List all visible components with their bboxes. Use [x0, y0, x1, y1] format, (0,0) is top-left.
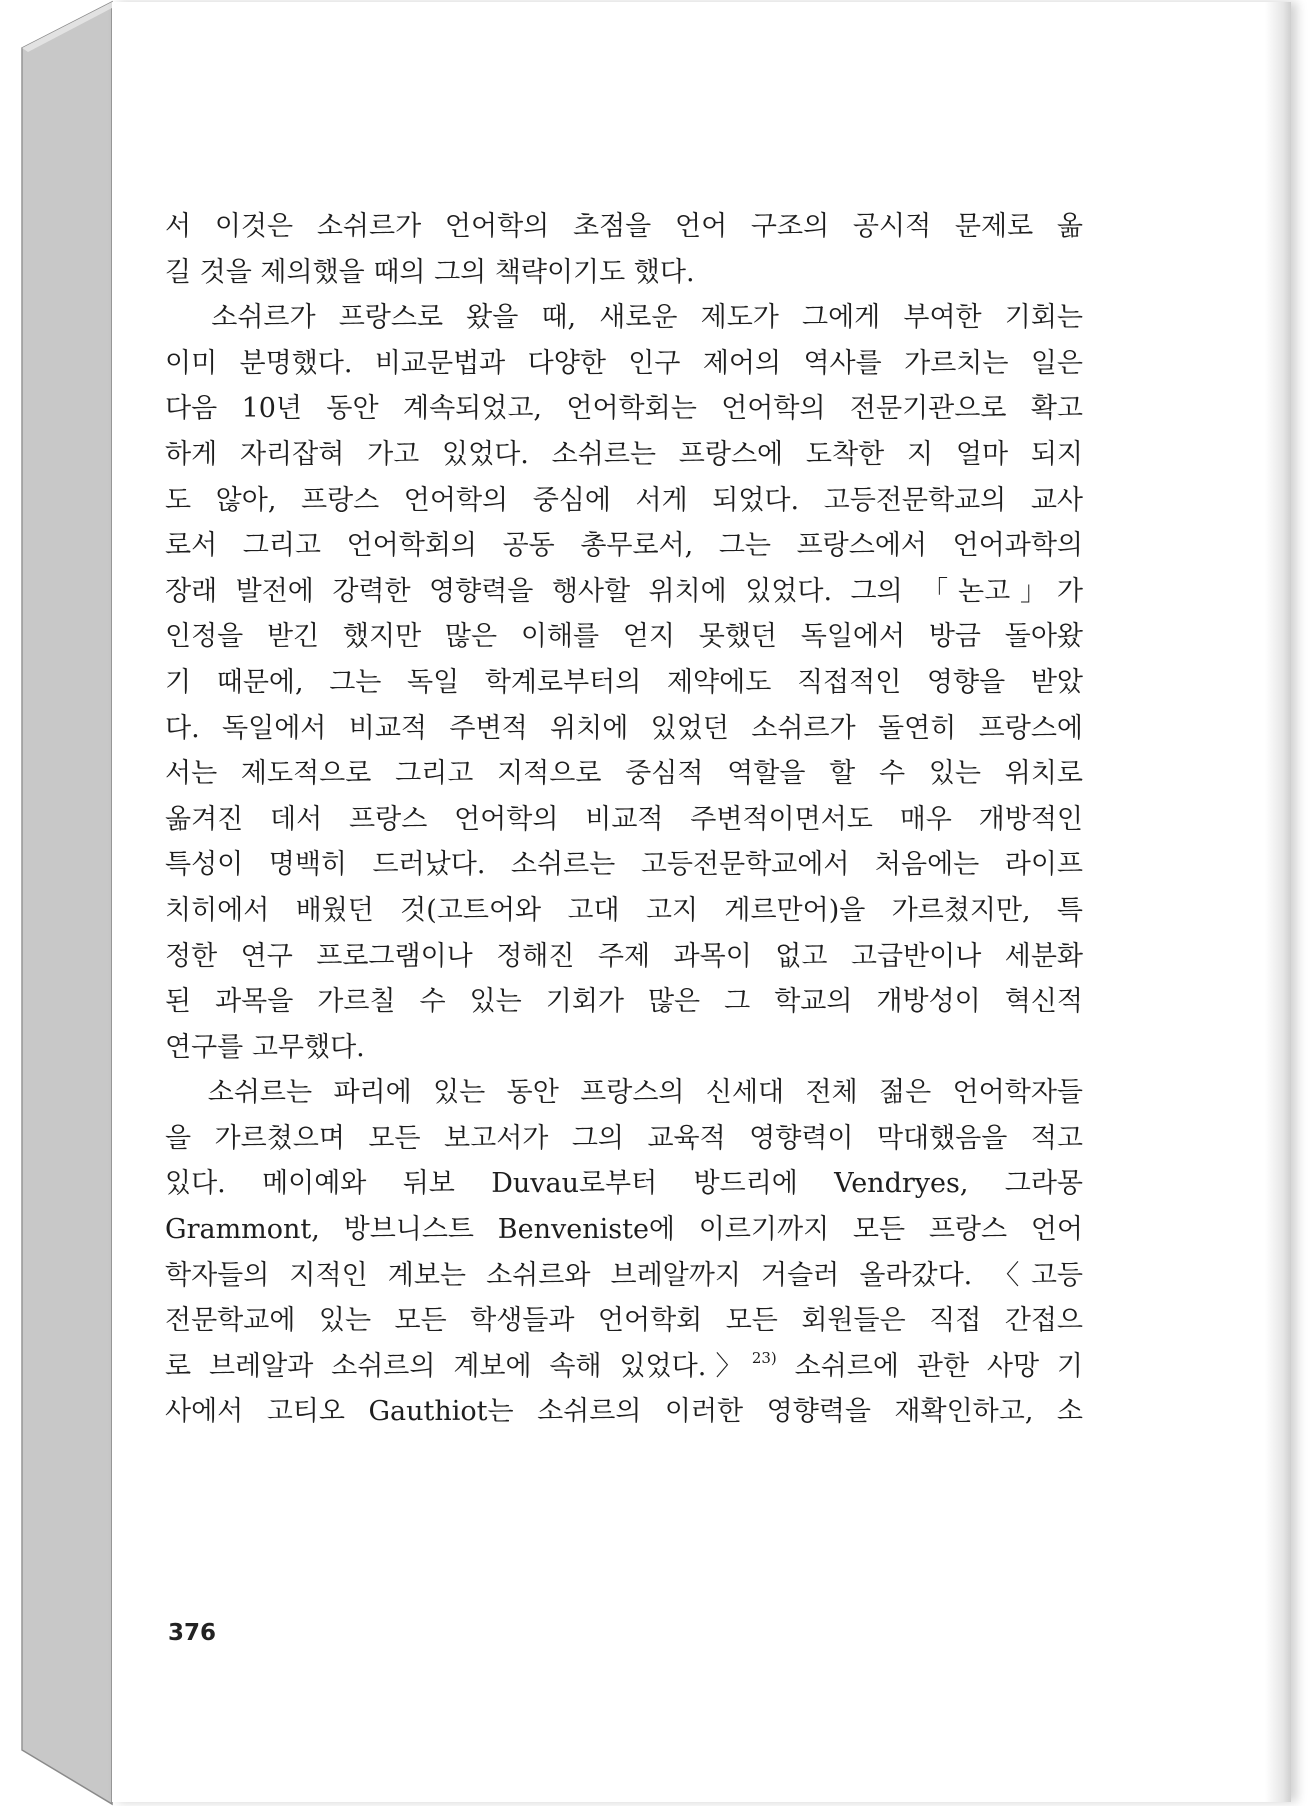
text-line: 장래 발전에 강력한 영향력을 행사할 위치에 있었다. 그의 「논고」가	[165, 575, 1083, 607]
text-line: 다음 10년 동안 계속되었고, 언어학회는 언어학의 전문기관으로 확고	[165, 393, 1083, 425]
text-line: 이미 분명했다. 비교문법과 다양한 인구 제어의 역사를 가르치는 일은	[165, 347, 1083, 379]
text-line: 특성이 명백히 드러났다. 소쉬르는 고등전문학교에서 처음에는 라이프	[165, 849, 1083, 881]
text-line: 소쉬르가 프랑스로 왔을 때, 새로운 제도가 그에게 부여한 기회는	[165, 302, 1083, 334]
page-edge-shadow	[1265, 2, 1291, 1802]
text-line-with-footnote	[165, 1344, 1083, 1390]
text-line: 하게 자리잡혀 가고 있었다. 소쉬르는 프랑스에 도착한 지 얼마 되지	[165, 438, 1083, 470]
text-line: 치히에서 배웠던 것(고트어와 고대 고지 게르만어)을 가르쳤지만, 특	[165, 894, 1083, 926]
text-line: 연구를 고무했다.	[165, 1031, 365, 1063]
text-line: 인정을 받긴 했지만 많은 이해를 얻지 못했던 독일에서 방금 돌아왔	[165, 621, 1083, 653]
text-line: 있다. 메이예와 뒤보 Duvau로부터 방드리에 Vendryes, 그라몽	[165, 1168, 1083, 1200]
text-line: 전문학교에 있는 모든 학생들과 언어학회 모든 회원들은 직접 간접으	[165, 1305, 1083, 1337]
text-segment: 소쉬르에 관한 사망 기	[794, 1350, 1083, 1382]
text-line: Grammont, 방브니스트 Benveniste에 이르기까지 모든 프랑스 언어	[165, 1214, 1083, 1246]
footnote-reference: 23)	[751, 1348, 777, 1367]
text-segment: 로 브레알과 소쉬르의 계보에 속해 있었다.〉	[165, 1350, 752, 1382]
text-line: 로서 그리고 언어학회의 공동 총무로서, 그는 프랑스에서 언어과학의	[165, 530, 1083, 562]
text-line: 학자들의 지적인 계보는 소쉬르와 브레알까지 거슬러 올라갔다. 〈고등	[165, 1259, 1083, 1291]
text-line: 옮겨진 데서 프랑스 언어학의 비교적 주변적이면서도 매우 개방적인	[165, 803, 1083, 835]
text-line: 도 않아, 프랑스 언어학의 중심에 서게 되었다. 고등전문학교의 교사	[165, 484, 1083, 516]
text-line: 정한 연구 프로그램이나 정해진 주제 과목이 없고 고급반이나 세분화	[165, 940, 1083, 972]
text-line: 된 과목을 가르칠 수 있는 기회가 많은 그 학교의 개방성이 혁신적	[165, 986, 1083, 1018]
text-line: 기 때문에, 그는 독일 학계로부터의 제약에도 직접적인 영향을 받았	[165, 666, 1083, 698]
text-line: 서 이것은 소쉬르가 언어학의 초점을 언어 구조의 공시적 문제로 옮	[165, 211, 1083, 242]
body-text	[165, 204, 1083, 1435]
page-number: 376	[168, 1620, 217, 1646]
text-line: 을 가르쳤으며 모든 보고서가 그의 교육적 영향력이 막대했음을 적고	[165, 1122, 1083, 1154]
text-line: 서는 제도적으로 그리고 지적으로 중심적 역할을 할 수 있는 위치로	[165, 758, 1083, 790]
text-line: 다. 독일에서 비교적 주변적 위치에 있었던 소쉬르가 돌연히 프랑스에	[165, 712, 1083, 744]
text-line: 소쉬르는 파리에 있는 동안 프랑스의 신세대 전체 젊은 언어학자들	[165, 1077, 1083, 1109]
text-line: 사에서 고티오 Gauthiot는 소쉬르의 이러한 영향력을 재확인하고, 소	[165, 1396, 1083, 1428]
text-line: 길 것을 제의했을 때의 그의 책략이기도 했다.	[165, 256, 695, 288]
